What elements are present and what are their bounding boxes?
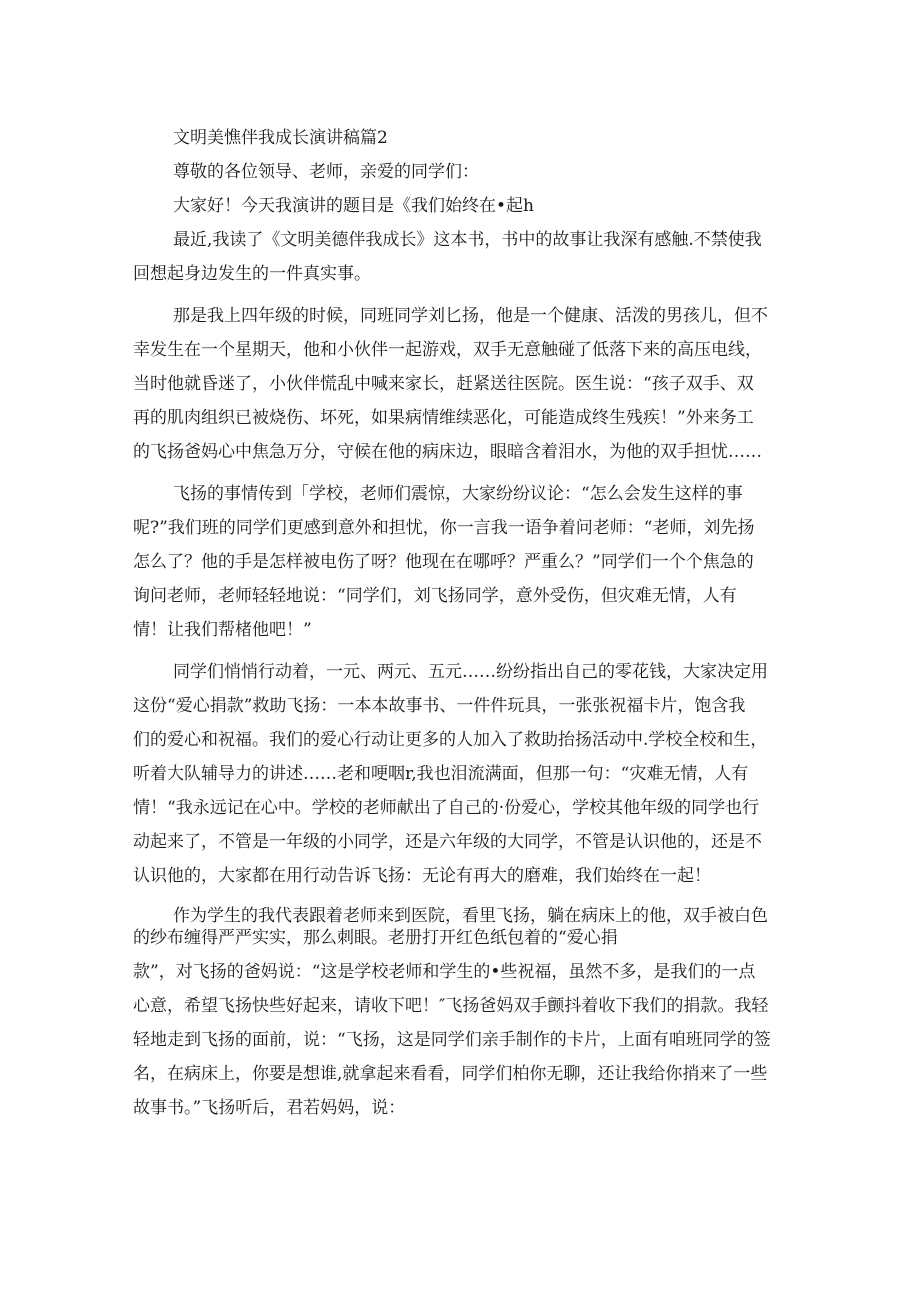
paragraph-line: 动起来了，不管是一年级的小同学，还是六年级的大同学，不管是认识他的，还是不 <box>133 832 762 852</box>
paragraph-2 <box>133 299 783 469</box>
paragraph-line: 听着大队辅导力的讲述……老和哽咽r,我也泪流满面，但那一句：“灾难无情，人有 <box>133 764 749 784</box>
paragraph-line: 情！“我永远记在心中。学校的老师献出了自己的·份爱心，学校其他年级的同学也行 <box>133 798 760 818</box>
greeting: 大家好！今天我演讲的题目是《我们始终在•起h <box>173 196 534 216</box>
paragraph-5 <box>133 905 783 949</box>
paragraph-line: 飞扬的事情传到「学校，老师们震惊，大家纷纷议论：“怎么会发生这样的事 <box>173 484 743 504</box>
paragraph-line: 那是我上四年级的时候，同班同学刘匕扬，他是一个健康、活泼的男孩儿，但不 <box>173 306 768 326</box>
paragraph-line: 再的肌肉组织已被烧伤、坏死，如果病情维续恶化，可能造成终生残疾！”外来务工 <box>133 408 754 428</box>
paragraph-line: 询问老师，老师轻轻地说：“同学们，刘飞扬同学，意外受伤，但灾难无情，人有 <box>133 586 737 606</box>
paragraph-line: 最近,我读了《文明美德伴我成长》这本书，书中的故事让我深有感触.不禁使我 <box>173 230 762 250</box>
paragraph-1 <box>133 223 783 291</box>
paragraph-line: 心意，希望飞扬快些好起来，请收下吧！″飞扬爸妈双手颤抖着收下我们的捐款。我轻 <box>133 996 769 1016</box>
paragraph-line: 呢?”我们班的同学们更感到意外和担忧，你一言我一语争着问老师：“老师，刘先扬 <box>133 518 755 538</box>
paragraph-line: 幸发生在一个星期天，他和小伙伴一起游戏，双手无意触碰了低落下来的高压电线， <box>133 340 762 360</box>
paragraph-line: 同学们悄悄行动着，一元、两元、五元……纷纷指出自己的零花钱，大家决定用 <box>173 662 768 682</box>
paragraph-line: 们的爱心和祝福。我们的爱心行动让更多的人加入了救助抬扬活动中.学校全校和生， <box>133 730 768 750</box>
document-title: 文明美憔伴我成长演讲稿篇2 <box>173 128 388 148</box>
paragraph-line: 情！让我们帮楮他吧！” <box>133 620 312 640</box>
paragraph-line: 怎么了？他的手是怎样被电伤了呀？他现在在哪呼？严重么？”同学们一个个焦急的 <box>133 552 754 572</box>
paragraph-line: 这份“爱心捐款”救助飞扬：一本本故事书、一件件玩具，一张张祝福卡片，饱含我 <box>133 696 746 716</box>
paragraph-line: 轻地走到飞扬的面前，说：“飞扬，这是同学们亲手制作的卡片，上面有咱班同学的签 <box>133 1030 771 1050</box>
salutation: 尊敬的各位领导、老师，亲爱的同学们： <box>173 162 479 182</box>
paragraph-line: 的纱布缠得严严实实，那么刺眼。老册打开红色纸包着的“爱心捐 <box>133 928 618 948</box>
paragraph-line: 名，在病床上，你要是想谁,就拿起来看看，同学们柏你无聊，还让我给你捎来了一些 <box>133 1064 768 1084</box>
paragraph-line: 回想起身边发生的一件真实事。 <box>133 264 371 284</box>
paragraph-3 <box>133 477 783 647</box>
paragraph-line: 认识他的，大家都在用行动告诉飞扬：无论有再大的磨难，我们始终在一起！ <box>133 866 711 886</box>
paragraph-line: 的飞扬爸妈心中焦急万分，守候在他的病床边，眼暗含着泪水，为他的双手担忧…… <box>133 442 762 462</box>
paragraph-line: 作为学生的我代表跟着老师来到医院，看里飞扬，躺在病床上的他，双手被白色 <box>173 906 768 926</box>
document-body <box>133 121 783 1125</box>
paragraph-line: 当时他就昏迷了，小伙伴慌乱中喊来家长，赶紧送往医院。医生说：“孩子双手、双 <box>133 374 754 394</box>
paragraph-line: 款”，对飞扬的爸妈说：“这是学校老师和学生的•些祝福，虽然不多，是我们的一点 <box>133 962 756 982</box>
paragraph-6 <box>133 955 783 1125</box>
paragraph-line: 故事书。”飞扬听后，君若妈妈，说： <box>133 1098 406 1118</box>
paragraph-4 <box>133 655 783 893</box>
